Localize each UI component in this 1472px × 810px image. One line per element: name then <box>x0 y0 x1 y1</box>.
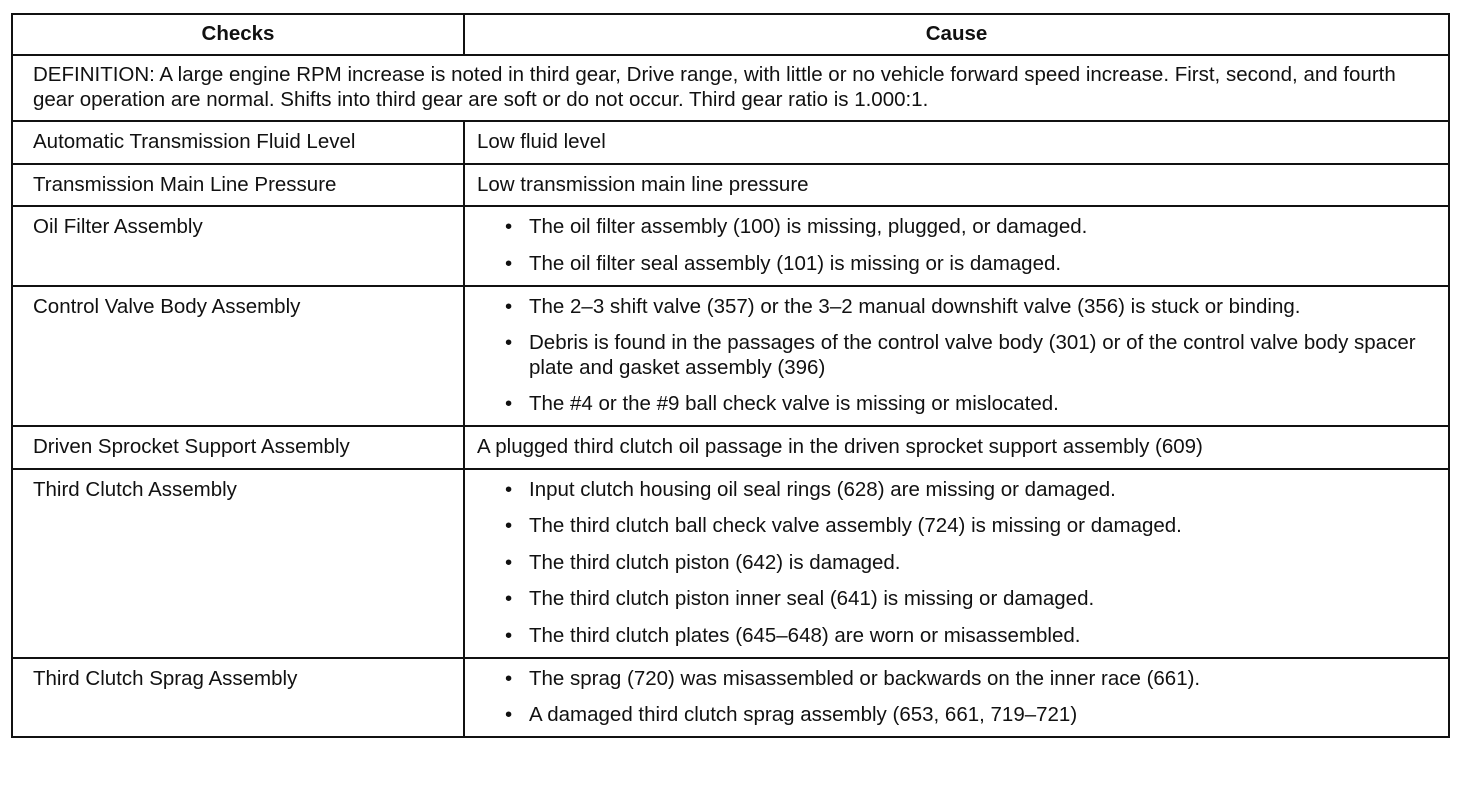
cause-bullet: • The third clutch plates (645–648) are worn or misassembled. <box>477 624 1436 649</box>
cause-cell <box>464 658 1449 737</box>
header-checks: Checks <box>12 14 464 55</box>
cause-bullet: • A damaged third clutch sprag assembly (653, 661, 719–721) <box>477 703 1436 728</box>
cause-bullet: • The sprag (720) was misassembled or backwards on the inner race (661). <box>477 667 1436 692</box>
cause-cell: A plugged third clutch oil passage in the driven sprocket support assembly (609) <box>464 426 1449 469</box>
check-cell: Third Clutch Assembly <box>12 469 464 658</box>
cause-bullet: • The third clutch piston inner seal (641) is missing or damaged. <box>477 587 1436 612</box>
table-row <box>12 121 1449 164</box>
cause-bullet: • The third clutch ball check valve assembly (724) is missing or damaged. <box>477 514 1436 539</box>
cause-cell <box>464 469 1449 658</box>
cause-bullet: • The oil filter assembly (100) is missing, plugged, or damaged. <box>477 215 1436 240</box>
check-cell: Transmission Main Line Pressure <box>12 164 464 207</box>
table-row <box>12 426 1449 469</box>
header-cause: Cause <box>464 14 1449 55</box>
cause-cell <box>464 206 1449 285</box>
cause-bullet: • The 2–3 shift valve (357) or the 3–2 manual downshift valve (356) is stuck or binding. <box>477 295 1436 320</box>
check-cell: Oil Filter Assembly <box>12 206 464 285</box>
cause-list <box>477 215 1436 276</box>
table-row <box>12 658 1449 737</box>
check-cell: Driven Sprocket Support Assembly <box>12 426 464 469</box>
table-row <box>12 206 1449 285</box>
table-row <box>12 286 1449 426</box>
check-cell: Automatic Transmission Fluid Level <box>12 121 464 164</box>
cause-bullet: • The oil filter seal assembly (101) is missing or is damaged. <box>477 252 1436 277</box>
definition-text: DEFINITION: A large engine RPM increase is noted in third gear, Drive range, with little or no vehicle forward speed increase. First, second, and fourth gear operation are normal. Shifts into third gear are soft or do not occur. Third gear ratio is 1.000:1. <box>12 55 1449 121</box>
table-row <box>12 469 1449 658</box>
cause-list <box>477 667 1436 728</box>
check-cell: Third Clutch Sprag Assembly <box>12 658 464 737</box>
cause-list <box>477 478 1436 649</box>
header-row <box>12 14 1449 55</box>
cause-bullet: • The #4 or the #9 ball check valve is missing or mislocated. <box>477 392 1436 417</box>
definition-row <box>12 55 1449 121</box>
check-cell: Control Valve Body Assembly <box>12 286 464 426</box>
cause-list <box>477 295 1436 417</box>
cause-bullet: • Input clutch housing oil seal rings (628) are missing or damaged. <box>477 478 1436 503</box>
cause-cell: Low transmission main line pressure <box>464 164 1449 207</box>
cause-bullet: • The third clutch piston (642) is damaged. <box>477 551 1436 576</box>
cause-bullet: • Debris is found in the passages of the control valve body (301) or of the control valve body spacer plate and gasket assembly (396) <box>477 331 1436 380</box>
table-row <box>12 164 1449 207</box>
diagnostic-table <box>11 13 1450 738</box>
cause-cell <box>464 286 1449 426</box>
cause-cell: Low fluid level <box>464 121 1449 164</box>
